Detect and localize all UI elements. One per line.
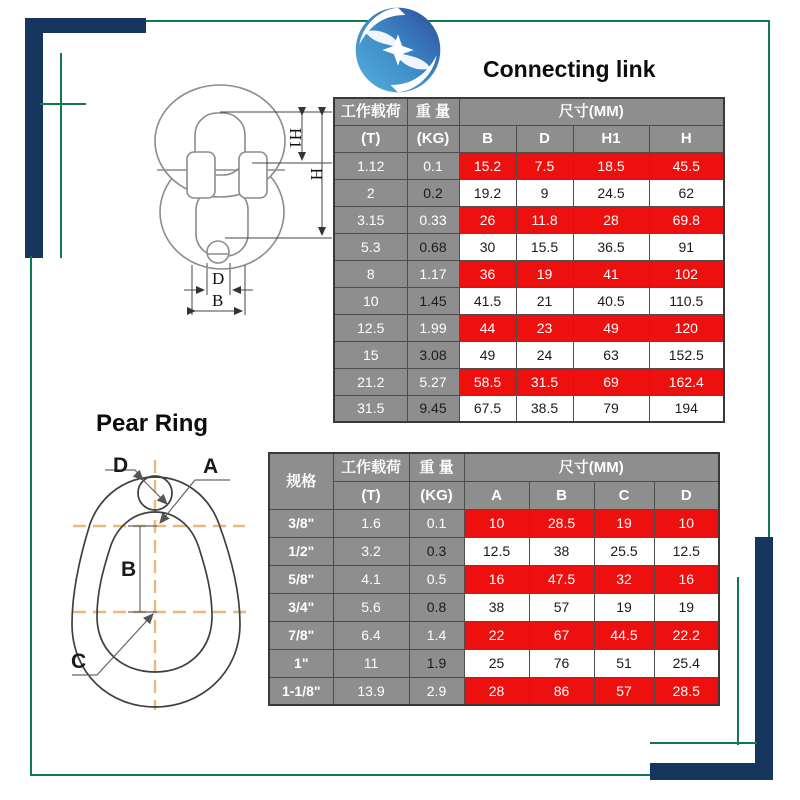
dimension-cell: 44 <box>459 314 516 341</box>
dimension-cell: 16 <box>464 565 529 593</box>
dimension-cell: 9 <box>516 179 573 206</box>
kg-cell: 3.08 <box>407 341 459 368</box>
dimension-cell: 36.5 <box>573 233 649 260</box>
header-row <box>334 125 724 152</box>
frame-corner-br-horizontal <box>650 763 773 780</box>
pear-label-a: A <box>203 455 219 478</box>
header-dim-b: B <box>459 125 516 152</box>
dimension-cell: 38 <box>464 593 529 621</box>
table-row <box>334 368 724 395</box>
dimension-cell: 41.5 <box>459 287 516 314</box>
connecting-link-table <box>333 97 725 423</box>
dimension-cell: 110.5 <box>649 287 724 314</box>
spec-cell: 1/2" <box>269 537 333 565</box>
header-weight: 重 量 <box>409 453 464 481</box>
pear-ring-drawing <box>45 440 280 715</box>
dimension-cell: 23 <box>516 314 573 341</box>
table-row <box>269 509 719 537</box>
dimension-cell: 86 <box>529 677 594 705</box>
dimension-cell: 91 <box>649 233 724 260</box>
dimension-cell: 152.5 <box>649 341 724 368</box>
dimension-cell: 25.5 <box>594 537 654 565</box>
dimension-cell: 69 <box>573 368 649 395</box>
spec-cell: 7/8" <box>269 621 333 649</box>
dimension-cell: 12.5 <box>464 537 529 565</box>
spec-cell: 5/8" <box>269 565 333 593</box>
dimension-cell: 67.5 <box>459 395 516 422</box>
kg-cell: 1.45 <box>407 287 459 314</box>
dimension-cell: 102 <box>649 260 724 287</box>
kg-cell: 1.17 <box>407 260 459 287</box>
dim-label-h1: H1 <box>286 128 305 149</box>
t-cell: 3.2 <box>333 537 409 565</box>
dim-label-b: B <box>212 291 224 310</box>
t-cell: 2 <box>334 179 407 206</box>
header-dim-h1: H1 <box>573 125 649 152</box>
kg-cell: 0.1 <box>409 509 464 537</box>
dimension-cell: 10 <box>464 509 529 537</box>
header-weight-unit: (KG) <box>407 125 459 152</box>
header-dim-d: D <box>654 481 719 509</box>
dimension-cell: 45.5 <box>649 152 724 179</box>
dimension-cell: 44.5 <box>594 621 654 649</box>
t-cell: 13.9 <box>333 677 409 705</box>
kg-cell: 2.9 <box>409 677 464 705</box>
kg-cell: 0.68 <box>407 233 459 260</box>
kg-cell: 1.9 <box>409 649 464 677</box>
t-cell: 3.15 <box>334 206 407 233</box>
pear-ring-table <box>268 452 720 706</box>
pear-ring-title: Pear Ring <box>96 410 209 437</box>
header-row <box>269 481 719 509</box>
table-row <box>334 314 724 341</box>
spec-cell: 3/8" <box>269 509 333 537</box>
dimension-cell: 28.5 <box>654 677 719 705</box>
t-cell: 11 <box>333 649 409 677</box>
frame-right-line <box>768 21 770 545</box>
pear-label-c: C <box>71 650 87 673</box>
dimension-cell: 28 <box>464 677 529 705</box>
dimension-cell: 18.5 <box>573 152 649 179</box>
table-row <box>269 537 719 565</box>
t-cell: 31.5 <box>334 395 407 422</box>
dimension-cell: 7.5 <box>516 152 573 179</box>
table-row <box>334 233 724 260</box>
dimension-cell: 162.4 <box>649 368 724 395</box>
header-load: 工作载荷 <box>333 453 409 481</box>
t-cell: 12.5 <box>334 314 407 341</box>
frame-inner-line-tl <box>60 53 62 258</box>
table-row <box>269 649 719 677</box>
frame-tick-tl <box>40 103 86 105</box>
dimension-cell: 22 <box>464 621 529 649</box>
dimension-cell: 28 <box>573 206 649 233</box>
dimension-cell: 19.2 <box>459 179 516 206</box>
t-cell: 15 <box>334 341 407 368</box>
header-spec: 规格 <box>269 453 333 509</box>
pear-label-b: B <box>121 558 137 581</box>
header-load: 工作载荷 <box>334 98 407 125</box>
t-cell: 1.6 <box>333 509 409 537</box>
dimension-cell: 69.8 <box>649 206 724 233</box>
frame-corner-br-vertical <box>755 537 773 780</box>
header-dim-h: H <box>649 125 724 152</box>
frame-left-line <box>30 256 32 776</box>
kg-cell: 0.33 <box>407 206 459 233</box>
kg-cell: 0.2 <box>407 179 459 206</box>
dimension-cell: 32 <box>594 565 654 593</box>
kg-cell: 1.4 <box>409 621 464 649</box>
connecting-link-title: Connecting link <box>483 56 656 82</box>
t-cell: 5.6 <box>333 593 409 621</box>
kg-cell: 0.1 <box>407 152 459 179</box>
dimension-cell: 63 <box>573 341 649 368</box>
kg-cell: 0.8 <box>409 593 464 621</box>
spec-cell: 1" <box>269 649 333 677</box>
dimension-cell: 16 <box>654 565 719 593</box>
dimension-cell: 24 <box>516 341 573 368</box>
dimension-cell: 49 <box>573 314 649 341</box>
connecting-link-drawing <box>140 80 340 325</box>
dimension-cell: 38 <box>529 537 594 565</box>
header-dim-c: C <box>594 481 654 509</box>
t-cell: 4.1 <box>333 565 409 593</box>
dimension-cell: 28.5 <box>529 509 594 537</box>
t-cell: 1.12 <box>334 152 407 179</box>
dimension-cell: 21 <box>516 287 573 314</box>
dimension-cell: 24.5 <box>573 179 649 206</box>
kg-cell: 0.3 <box>409 537 464 565</box>
dimension-cell: 11.8 <box>516 206 573 233</box>
dimension-cell: 19 <box>594 593 654 621</box>
header-row <box>269 453 719 481</box>
header-row <box>334 98 724 125</box>
frame-corner-tl-vertical <box>25 18 43 258</box>
table-row <box>334 206 724 233</box>
dimension-cell: 31.5 <box>516 368 573 395</box>
dimension-cell: 15.5 <box>516 233 573 260</box>
table-row <box>334 152 724 179</box>
header-size: 尺寸(MM) <box>459 98 724 125</box>
dimension-cell: 57 <box>594 677 654 705</box>
dimension-cell: 58.5 <box>459 368 516 395</box>
dimension-cell: 30 <box>459 233 516 260</box>
dimension-cell: 12.5 <box>654 537 719 565</box>
table-row <box>334 395 724 422</box>
dimension-cell: 22.2 <box>654 621 719 649</box>
spec-cell: 3/4" <box>269 593 333 621</box>
dimension-cell: 25 <box>464 649 529 677</box>
spec-cell: 1-1/8" <box>269 677 333 705</box>
table-row <box>269 677 719 705</box>
dimension-cell: 120 <box>649 314 724 341</box>
header-dim-a: A <box>464 481 529 509</box>
frame-corner-tl-horizontal <box>25 18 146 33</box>
dimension-cell: 79 <box>573 395 649 422</box>
t-cell: 10 <box>334 287 407 314</box>
dimension-cell: 57 <box>529 593 594 621</box>
dimension-cell: 19 <box>654 593 719 621</box>
dimension-cell: 26 <box>459 206 516 233</box>
header-load-unit: (T) <box>333 481 409 509</box>
header-weight: 重 量 <box>407 98 459 125</box>
t-cell: 8 <box>334 260 407 287</box>
dimension-cell: 62 <box>649 179 724 206</box>
dimension-cell: 194 <box>649 395 724 422</box>
dim-label-d: D <box>212 269 225 288</box>
header-dim-b: B <box>529 481 594 509</box>
table-row <box>334 287 724 314</box>
kg-cell: 1.99 <box>407 314 459 341</box>
t-cell: 6.4 <box>333 621 409 649</box>
kg-cell: 0.5 <box>409 565 464 593</box>
dimension-cell: 41 <box>573 260 649 287</box>
frame-inner-line-br <box>737 577 739 745</box>
t-cell: 5.3 <box>334 233 407 260</box>
table-row <box>269 593 719 621</box>
dimension-cell: 67 <box>529 621 594 649</box>
dim-label-h: H <box>307 168 326 181</box>
header-weight-unit: (KG) <box>409 481 464 509</box>
kg-cell: 5.27 <box>407 368 459 395</box>
dimension-cell: 76 <box>529 649 594 677</box>
dimension-cell: 25.4 <box>654 649 719 677</box>
frame-top-line <box>146 20 770 22</box>
pear-label-d: D <box>113 454 129 477</box>
dimension-cell: 10 <box>654 509 719 537</box>
header-size: 尺寸(MM) <box>464 453 719 481</box>
frame-bottom-line <box>30 774 655 776</box>
table-row <box>334 341 724 368</box>
header-dim-d: D <box>516 125 573 152</box>
dimension-cell: 36 <box>459 260 516 287</box>
company-logo-icon <box>352 4 444 96</box>
dimension-cell: 19 <box>516 260 573 287</box>
dimension-cell: 15.2 <box>459 152 516 179</box>
dimension-cell: 38.5 <box>516 395 573 422</box>
dimension-cell: 40.5 <box>573 287 649 314</box>
frame-tick-br <box>650 742 757 744</box>
t-cell: 21.2 <box>334 368 407 395</box>
header-load-unit: (T) <box>334 125 407 152</box>
table-row <box>334 179 724 206</box>
kg-cell: 9.45 <box>407 395 459 422</box>
dimension-cell: 51 <box>594 649 654 677</box>
table-row <box>269 565 719 593</box>
dimension-cell: 47.5 <box>529 565 594 593</box>
table-row <box>269 621 719 649</box>
dimension-cell: 19 <box>594 509 654 537</box>
dimension-cell: 49 <box>459 341 516 368</box>
table-row <box>334 260 724 287</box>
